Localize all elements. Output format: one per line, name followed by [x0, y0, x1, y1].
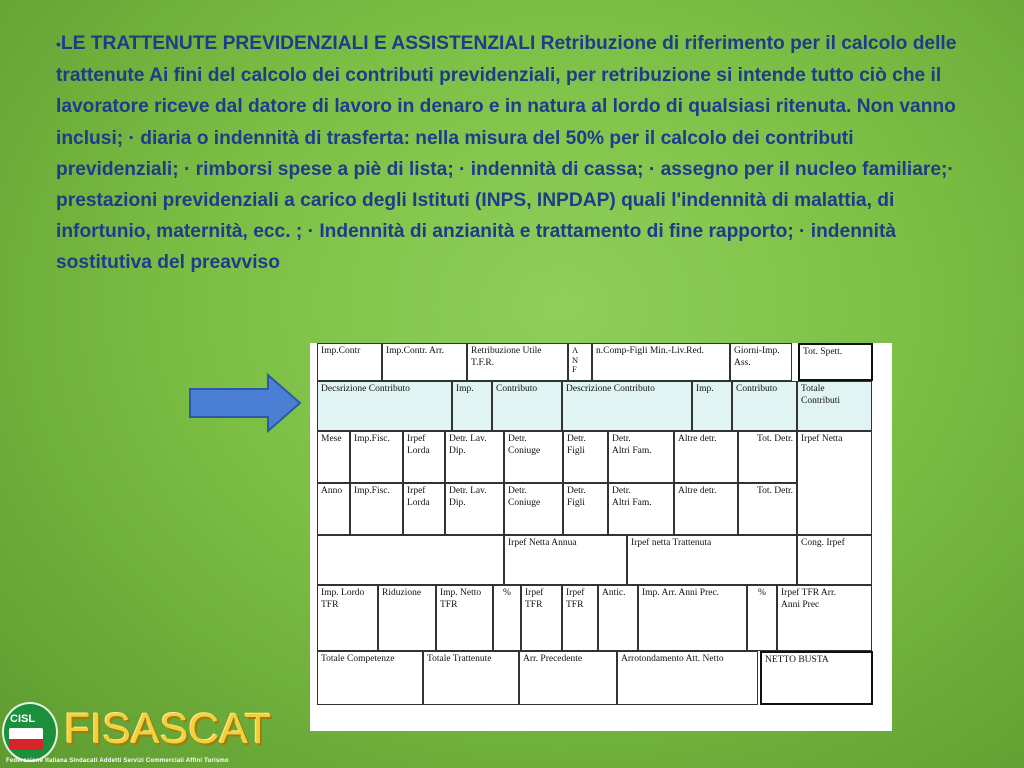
cisl-flag-icon — [9, 728, 43, 750]
cell-totale-contributi: Totale Contributi — [797, 381, 872, 431]
cell-imp-fisc-2: Imp.Fisc. — [350, 483, 403, 535]
cell-imp-netto-tfr: Imp. Netto TFR — [436, 585, 493, 651]
cell-anf: A N F — [568, 343, 592, 381]
cell-mese: Mese — [317, 431, 350, 483]
cell-tot-detr-2: Tot. Detr. — [738, 483, 797, 535]
cell-netto-busta: NETTO BUSTA — [760, 651, 873, 705]
cell-antic: Antic. — [598, 585, 638, 651]
cell-detr-lav-dip-1: Detr. Lav. Dip. — [445, 431, 504, 483]
cell-detr-lav-dip-2: Detr. Lav. Dip. — [445, 483, 504, 535]
cell-percent-2: % — [747, 585, 777, 651]
cell-riduzione: Riduzione — [378, 585, 436, 651]
cell-imp-lordo-tfr: Imp. Lordo TFR — [317, 585, 378, 651]
cell-imp-contr-arr: Imp.Contr. Arr. — [382, 343, 467, 381]
cell-contributo-2: Contributo — [732, 381, 797, 431]
cell-descrizione-contributo-1: Decsrizione Contributo — [317, 381, 452, 431]
cell-tot-detr-1: Tot. Detr. — [738, 431, 797, 483]
cell-contributo-1: Contributo — [492, 381, 562, 431]
cell-detr-altri-fam-2: Detr. Altri Fam. — [608, 483, 674, 535]
cell-anno: Anno — [317, 483, 350, 535]
cell-retribuzione-utile-tfr: Retribuzione Utile T.F.R. — [467, 343, 568, 381]
cell-irpef-tfr-2: Irpef TFR — [562, 585, 598, 651]
cell-imp-fisc-1: Imp.Fisc. — [350, 431, 403, 483]
fisascat-tagline: Federazione Italiana Sindacati Addetti Servizi Commerciali Affini Turismo — [6, 758, 229, 764]
bullet-point: • — [56, 36, 61, 52]
cell-altre-detr-2: Altre detr. — [674, 483, 738, 535]
cell-irpef-lorda-2: Irpef Lorda — [403, 483, 445, 535]
cell-detr-altri-fam-1: Detr. Altri Fam. — [608, 431, 674, 483]
payslip-form — [310, 343, 892, 731]
cell-descrizione-contributo-2: Descrizione Contributo — [562, 381, 692, 431]
cell-irpef-netta: Irpef Netta — [797, 431, 872, 535]
cell-arrotondamento-att-netto: Arrotondamento Att. Netto — [617, 651, 758, 705]
cell-irpef-netta-annua: Irpef Netta Annua — [504, 535, 627, 585]
right-arrow-icon — [188, 373, 302, 433]
cisl-label: CISL — [10, 713, 36, 725]
cell-irpef-tfr-arr-anni-prec: Irpef TFR Arr. Anni Prec — [777, 585, 872, 651]
cell-giorni-imp-ass: Giorni-Imp. Ass. — [730, 343, 792, 381]
fisascat-logo — [0, 700, 290, 768]
cell-tot-spett: Tot. Spett. — [798, 343, 873, 381]
cell-imp-arr-anni-prec: Imp. Arr. Anni Prec. — [638, 585, 747, 651]
cell-detr-coniuge-1: Detr. Coniuge — [504, 431, 563, 483]
cell-cong-irpef: Cong. Irpef — [797, 535, 872, 585]
cell-imp-1: Imp. — [452, 381, 492, 431]
cell-irpef-tfr-1: Irpef TFR — [521, 585, 562, 651]
cell-n-comp-figli: n.Comp-Figli Min.-Liv.Red. — [592, 343, 730, 381]
cell-imp-2: Imp. — [692, 381, 732, 431]
cell-imp-contr: Imp.Contr — [317, 343, 382, 381]
body-text: LE TRATTENUTE PREVIDENZIALI E ASSISTENZIALI Retribuzione di riferimento per il calcolo delle trattenute Ai fini del calcolo dei contributi previdenziali, per retribuzione si intende tutto ciò che il lavoratore riceve dal datore di lavoro in denaro e in natura al lordo di qualsiasi ritenuta. Non vanno inclusi; · diaria o indennità di trasferta: nella misura del 50% per il calcolo dei contributi previdenziali; · rimborsi spese a piè di lista; · indennità di cassa; · assegno per il nucleo familiare;· prestazioni previdenziali a carico degli Istituti (INPS, INPDAP) quali l'indennità di malattia, di infortunio, maternità, ecc. ; · Indennità di anzianità e trattamento di fine rapporto; · indennità sostitutiva del preavviso — [56, 33, 957, 274]
cell-altre-detr-1: Altre detr. — [674, 431, 738, 483]
cell-detr-coniuge-2: Detr. Coniuge — [504, 483, 563, 535]
cell-irpef-lorda-1: Irpef Lorda — [403, 431, 445, 483]
cell-blank — [317, 535, 504, 585]
cell-detr-figli-1: Detr. Figli — [563, 431, 608, 483]
fisascat-brand: FISASCAT — [64, 705, 272, 753]
cell-irpef-netta-trattenuta: Irpef netta Trattenuta — [627, 535, 797, 585]
cell-totale-trattenute: Totale Trattenute — [423, 651, 519, 705]
cell-totale-competenze: Totale Competenze — [317, 651, 423, 705]
cell-percent-1: % — [493, 585, 521, 651]
cell-arr-precedente: Arr. Precedente — [519, 651, 617, 705]
cell-detr-figli-2: Detr. Figli — [563, 483, 608, 535]
slide-body-text — [56, 28, 961, 279]
